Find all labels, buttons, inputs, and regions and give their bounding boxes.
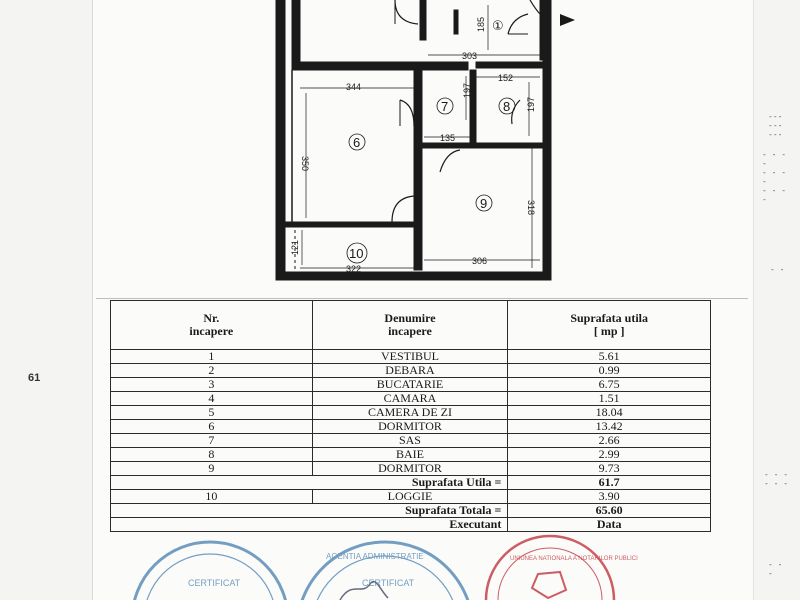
cell-room-name: DEBARA <box>312 364 508 378</box>
cell-room-area: 2.66 <box>508 434 711 448</box>
wall-bath-top <box>476 62 543 68</box>
table-row-total <box>111 504 711 518</box>
data-label: Data <box>508 518 711 532</box>
dim-197-right: 197 <box>526 96 536 112</box>
table-row <box>111 406 711 420</box>
cell-room-number: 6 <box>111 420 313 434</box>
cell-room-number: 4 <box>111 392 313 406</box>
room-number-10: 10 <box>349 246 364 261</box>
scan-edge-marks: --- --- --- - - - - - - - - - - - - - - - - - - - - - - - <box>762 112 789 578</box>
cell-room-number: 10 <box>111 490 313 504</box>
table-row <box>111 462 711 476</box>
cell-room-name: BUCATARIE <box>312 378 508 392</box>
dim-344: 344 <box>346 82 362 92</box>
cell-room-number: 9 <box>111 462 313 476</box>
cell-room-number: 5 <box>111 406 313 420</box>
cell-room-area: 0.99 <box>508 364 711 378</box>
table-row <box>111 364 711 378</box>
cell-room-area: 2.99 <box>508 448 711 462</box>
stamp-red-text: UNIUNEA NATIONALA A NOTARILOR PUBLICI <box>510 556 638 562</box>
table-row <box>111 434 711 448</box>
room-number-9: 9 <box>480 196 488 211</box>
header-useful-area: Suprafata utila [ mp ] <box>508 301 711 350</box>
dim-306: 306 <box>472 256 488 266</box>
cell-room-area: 1.51 <box>508 392 711 406</box>
wall-interior-1 <box>414 70 422 270</box>
dim-350: 350 <box>300 156 310 172</box>
cell-room-number: 2 <box>111 364 313 378</box>
cell-room-name: CAMARA <box>312 392 508 406</box>
dim-121: 121 <box>290 239 300 255</box>
margin-page-mark: 61 <box>28 372 41 384</box>
suprafata-utila-value: 61.7 <box>508 476 711 490</box>
cell-room-area: 3.90 <box>508 490 711 504</box>
suprafata-totala-label: Suprafata Totala = <box>111 504 508 518</box>
cell-room-name: LOGGIE <box>312 490 508 504</box>
room-number-7: 7 <box>441 99 449 114</box>
suprafata-totala-value: 65.60 <box>508 504 711 518</box>
table-row <box>111 378 711 392</box>
dim-322: 322 <box>346 264 362 274</box>
suprafata-utila-label: Suprafata Utila = <box>111 476 508 490</box>
table-row <box>111 420 711 434</box>
cell-room-name: BAIE <box>312 448 508 462</box>
room-number-6: 6 <box>353 135 361 150</box>
room-number-8: 8 <box>503 99 511 114</box>
wall-middle <box>292 62 468 70</box>
cell-room-number: 3 <box>111 378 313 392</box>
wall-bottom <box>276 272 551 280</box>
cell-room-name: CAMERA DE ZI <box>312 406 508 420</box>
wall-loggia-top <box>286 222 414 227</box>
table-row <box>111 448 711 462</box>
stamp-mid-text: CERTIFICAT <box>362 578 415 588</box>
table-row <box>111 490 711 504</box>
dim-303: 303 <box>462 51 478 61</box>
wall-interior-2 <box>470 70 476 144</box>
cell-room-area: 6.75 <box>508 378 711 392</box>
cell-room-number: 1 <box>111 350 313 364</box>
cell-room-number: 7 <box>111 434 313 448</box>
dim-185: 185 <box>476 16 486 32</box>
table-row-subtotal <box>111 476 711 490</box>
cell-room-number: 8 <box>111 448 313 462</box>
cell-room-area: 9.73 <box>508 462 711 476</box>
dim-318: 318 <box>526 200 536 216</box>
dim-197-left: 197 <box>462 82 472 98</box>
header-room-number: Nr. incapere <box>111 301 313 350</box>
cell-room-name: SAS <box>312 434 508 448</box>
cell-room-name: DORMITOR <box>312 420 508 434</box>
cell-room-area: 18.04 <box>508 406 711 420</box>
cell-room-area: 13.42 <box>508 420 711 434</box>
dim-152: 152 <box>498 73 514 83</box>
wall-upper-left <box>292 0 300 62</box>
rooms-area-table <box>110 300 711 532</box>
table-row-signoff <box>111 518 711 532</box>
header-room-name: Denumire incapere <box>312 301 508 350</box>
wall-left <box>276 0 285 280</box>
stamp-mid-top-text: AGENTIA ADMINISTRATIE <box>326 552 424 561</box>
dim-135: 135 <box>440 133 456 143</box>
table-row <box>111 350 711 364</box>
cell-room-name: VESTIBUL <box>312 350 508 364</box>
room-number-1: ① <box>492 18 504 33</box>
table-row <box>111 392 711 406</box>
stamp-left-text: CERTIFICAT <box>188 578 241 588</box>
entrance-arrow-icon <box>560 14 575 26</box>
wall-room9-top <box>422 143 543 148</box>
cell-room-area: 5.61 <box>508 350 711 364</box>
executant-label: Executant <box>111 518 508 532</box>
cell-room-name: DORMITOR <box>312 462 508 476</box>
